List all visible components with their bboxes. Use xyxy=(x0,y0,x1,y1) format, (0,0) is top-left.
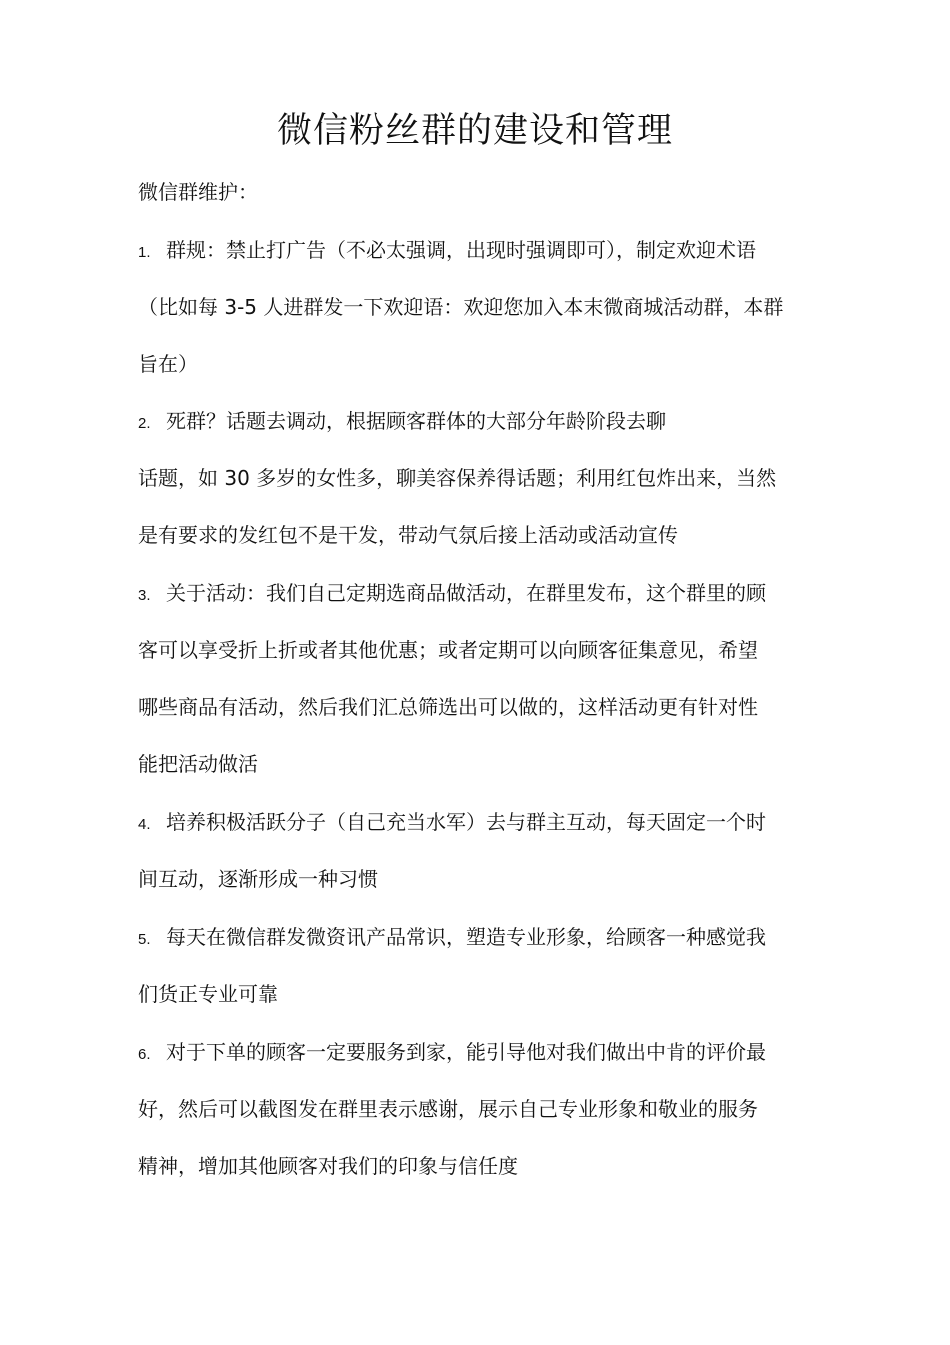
list-item-2-text: 死群？话题去调动，根据顾客群体的大部分年龄阶段去聊 xyxy=(166,409,666,433)
section-heading: 微信群维护： xyxy=(138,180,258,204)
list-item-1-line-2: （比如每 3-5 人进群发一下欢迎语：欢迎您加入本末微商城活动群，本群 xyxy=(138,295,784,319)
list-item-6-line-2: 好，然后可以截图发在群里表示感谢，展示自己专业形象和敬业的服务 xyxy=(138,1097,758,1121)
list-item-3-text: 关于活动：我们自己定期选商品做活动，在群里发布，这个群里的顾 xyxy=(166,581,766,605)
list-item-2-line-2: 话题，如 30 多岁的女性多，聊美容保养得话题；利用红包炸出来，当然 xyxy=(138,466,777,490)
list-item-5-text: 每天在微信群发微资讯产品常识，塑造专业形象，给顾客一种感觉我 xyxy=(166,925,766,949)
list-item-4-text: 培养积极活跃分子（自己充当水军）去与群主互动，每天固定一个时 xyxy=(166,810,766,834)
list-item-3-number: 3. xyxy=(138,587,151,604)
list-item-5-line-1 xyxy=(138,922,766,955)
list-item-5-number: 5. xyxy=(138,931,151,948)
list-item-3-line-1 xyxy=(138,578,766,611)
list-item-1-text: 群规：禁止打广告（不必太强调，出现时强调即可），制定欢迎术语 xyxy=(166,238,756,262)
list-item-1-number: 1. xyxy=(138,244,151,261)
list-item-3-line-4: 能把活动做活 xyxy=(138,752,258,776)
list-item-3-line-2: 客可以享受折上折或者其他优惠；或者定期可以向顾客征集意见，希望 xyxy=(138,638,758,662)
list-item-3-line-3: 哪些商品有活动，然后我们汇总筛选出可以做的，这样活动更有针对性 xyxy=(138,695,758,719)
list-item-4-number: 4. xyxy=(138,816,151,833)
list-item-4-line-1 xyxy=(138,807,766,840)
list-item-6-line-1 xyxy=(138,1037,766,1070)
list-item-1-line-3: 旨在） xyxy=(138,352,198,376)
list-item-2-line-3: 是有要求的发红包不是干发，带动气氛后接上活动或活动宣传 xyxy=(138,523,678,547)
list-item-6-number: 6. xyxy=(138,1046,151,1063)
list-item-2-line-1 xyxy=(138,406,666,439)
document-title: 微信粉丝群的建设和管理 xyxy=(276,111,673,151)
list-item-6-line-3: 精神，增加其他顾客对我们的印象与信任度 xyxy=(138,1154,518,1178)
list-item-5-line-2: 们货正专业可靠 xyxy=(138,982,278,1006)
list-item-1-line-1 xyxy=(138,235,756,268)
list-item-6-text: 对于下单的顾客一定要服务到家，能引导他对我们做出中肯的评价最 xyxy=(166,1040,766,1064)
list-item-2-number: 2. xyxy=(138,415,151,432)
list-item-4-line-2: 间互动，逐渐形成一种习惯 xyxy=(138,867,378,891)
